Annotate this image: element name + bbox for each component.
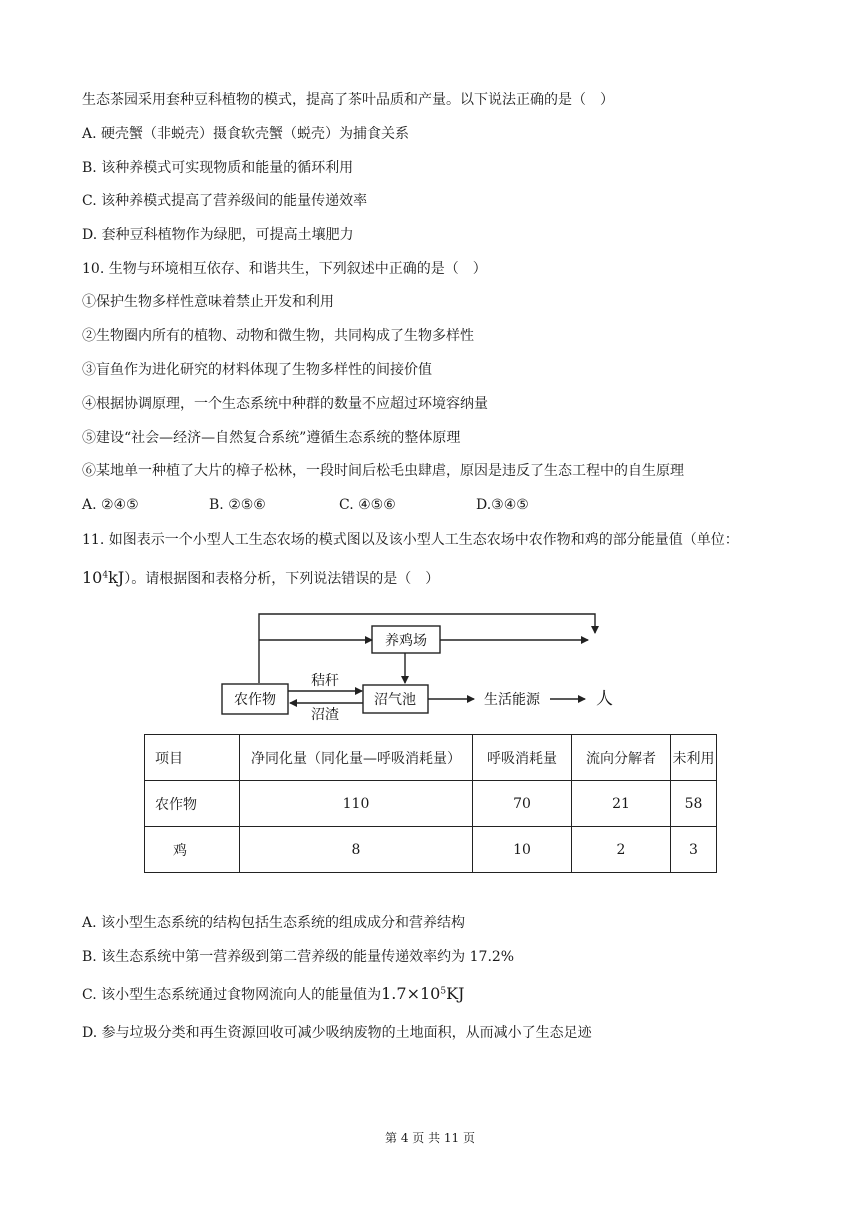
question-11-option-b: B. 该生态系统中第一营养级到第二营养级的能量传递效率约为 17.2% xyxy=(82,949,515,965)
unit-base: 10 xyxy=(82,568,103,587)
question-9-option-d: D. 套种豆科植物作为绿肥，可提高土壤肥力 xyxy=(82,227,354,243)
table-cell: 8 xyxy=(240,827,473,873)
table-header: 未利用 xyxy=(671,735,717,781)
question-11-option-c xyxy=(82,984,464,1005)
table-header: 流向分解者 xyxy=(572,735,671,781)
table-cell: 21 xyxy=(572,781,671,827)
straw-label: 秸秆 xyxy=(311,673,339,689)
question-10-statement-1: ①保护生物多样性意味着禁止开发和利用 xyxy=(82,294,334,310)
question-10-statement-4: ④根据协调原理，一个生态系统中种群的数量不应超过环境容纳量 xyxy=(82,396,488,412)
question-11-option-a: A. 该小型生态系统的结构包括生态系统的组成成分和营养结构 xyxy=(82,915,466,931)
table-header: 呼吸消耗量 xyxy=(473,735,572,781)
table-cell: 58 xyxy=(671,781,717,827)
table-cell: 农作物 xyxy=(145,781,240,827)
question-10-statement-2: ②生物圈内所有的植物、动物和微生物，共同构成了生物多样性 xyxy=(82,328,474,344)
table-header: 项目 xyxy=(145,735,240,781)
energy-label: 生活能源 xyxy=(484,692,540,708)
table-cell: 10 xyxy=(473,827,572,873)
question-10-statement-3: ③盲鱼作为进化研究的材料体现了生物多样性的间接价值 xyxy=(82,362,432,378)
question-9-stem: 生态茶园采用套种豆科植物的模式，提高了茶叶品质和产量。以下说法正确的是（ ） xyxy=(82,92,614,108)
crops-label: 农作物 xyxy=(234,692,276,708)
table-cell: 110 xyxy=(240,781,473,827)
page-footer: 第 4 页 共 11 页 xyxy=(385,1131,475,1145)
question-10-stem: 10. 生物与环境相互依存、和谐共生，下列叙述中正确的是（ ） xyxy=(82,261,487,277)
question-9-option-c: C. 该种养模式提高了营养级间的能量传递效率 xyxy=(82,193,368,209)
question-10-option-d: D.③④⑤ xyxy=(476,497,529,513)
question-9-option-b: B. 该种养模式可实现物质和能量的循环利用 xyxy=(82,160,354,176)
ecological-farm-diagram xyxy=(200,605,620,725)
crops-to-human-arrow xyxy=(259,614,595,683)
table-row xyxy=(145,781,717,827)
question-10-option-a: A. ②④⑤ xyxy=(82,497,139,513)
question-10-statement-6: ⑥某地单一种植了大片的樟子松林，一段时间后松毛虫肆虐，原因是违反了生态工程中的自生原理 xyxy=(82,463,684,479)
table-cell: 3 xyxy=(671,827,717,873)
question-10-option-b: B. ②⑤⑥ xyxy=(209,497,266,513)
unit-kj: kJ xyxy=(108,568,125,587)
biogas-label: 沼气池 xyxy=(374,692,416,708)
table-header-row xyxy=(145,735,717,781)
unit-exponent: 4 xyxy=(102,570,109,581)
residue-label: 沼渣 xyxy=(311,707,339,723)
option-c-text: C. 该小型生态系统通过食物网流向人的能量值为 xyxy=(82,987,382,1003)
table-cell: 70 xyxy=(473,781,572,827)
table-cell: 鸡 xyxy=(145,827,240,873)
table-cell: 2 xyxy=(572,827,671,873)
table-row xyxy=(145,827,717,873)
question-11-stem-end: ）。请根据图和表格分析，下列说法错误的是（ ） xyxy=(124,571,440,587)
option-c-value: 1.7×10 xyxy=(381,984,441,1003)
chicken-farm-label: 养鸡场 xyxy=(385,633,427,649)
question-11-option-d: D. 参与垃圾分类和再生资源回收可减少吸纳废物的土地面积，从而减小了生态足迹 xyxy=(82,1025,592,1041)
question-10-option-c: C. ④⑤⑥ xyxy=(339,497,396,513)
question-10-statement-5: ⑤建设“社会—经济—自然复合系统”遵循生态系统的整体原理 xyxy=(82,430,461,446)
table-header: 净同化量（同化量—呼吸消耗量） xyxy=(240,735,473,781)
energy-table xyxy=(144,734,717,873)
option-c-unit: KJ xyxy=(446,984,465,1003)
question-11-stem: 11. 如图表示一个小型人工生态农场的模式图以及该小型人工生态农场中农作物和鸡的部分能量值（单位： xyxy=(82,532,739,548)
human-label: 人 xyxy=(596,689,613,709)
option-c-exponent: 5 xyxy=(440,986,447,997)
question-11-stem-unit xyxy=(82,568,439,589)
question-10-options xyxy=(82,495,529,515)
question-9-option-a: A. 硬壳蟹（非蜕壳）摄食软壳蟹（蜕壳）为捕食关系 xyxy=(82,126,410,142)
